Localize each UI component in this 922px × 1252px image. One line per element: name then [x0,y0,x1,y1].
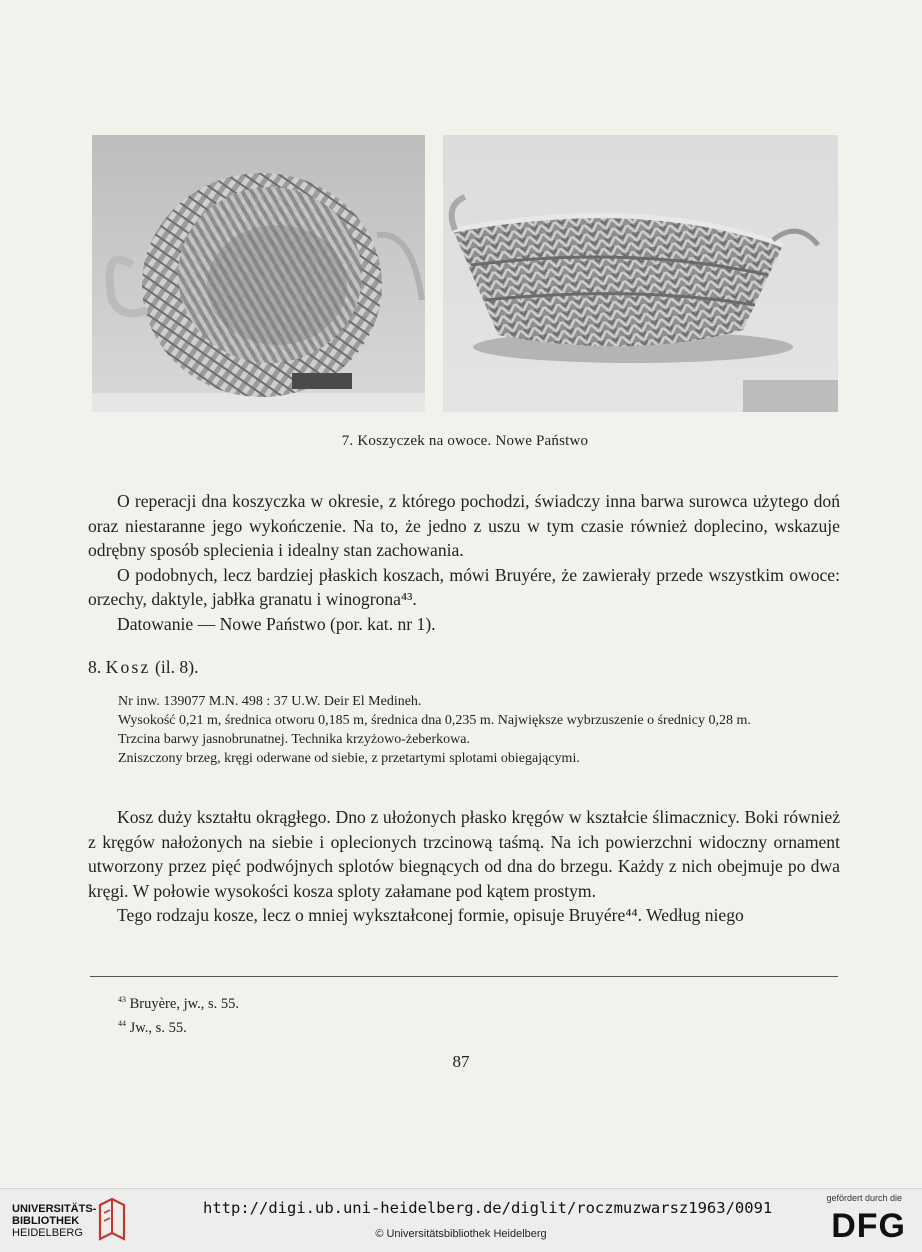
section-number: 8. [88,657,102,677]
footnote-divider [90,976,838,977]
basket-photo-left [92,135,425,412]
catalog-line: Nr inw. 139077 M.N. 498 : 37 U.W. Deir El Medineh. [118,694,422,709]
section-heading [88,657,198,678]
body-text-block-1 [88,489,840,636]
figure-caption: 7. Koszyczek na owoce. Nowe Państwo [341,433,589,449]
paragraph: Tego rodzaju kosze, lecz o mniej wykształconej formie, opisuje Bruyére⁴⁴. Według niego [117,905,744,925]
paragraph: Datowanie — Nowe Państwo (por. kat. nr 1). [117,613,436,634]
catalog-line: Wysokość 0,21 m, średnica otworu 0,185 m, średnica dna 0,235 m. Największe wybrzuszenie o średnicy 0,28 m. [118,713,751,728]
permalink-url[interactable]: http://digi.ub.uni-heidelberg.de/diglit/roczmuzwarsz1963/0091 [203,1199,773,1217]
paragraph: O podobnych, lecz bardziej płaskich koszach, mówi Bruyére, że zawierały przede wszystkim owoce: orzechy, daktyle, jabłka granatu i winogrona⁴³. [88,564,840,609]
library-name: UNIVERSITÄTS- BIBLIOTHEK HEIDELBERG [12,1203,97,1239]
footnote: $^{43}$ Bruyère, jw., s. 55. [118,995,240,1012]
basket-photo-right [443,135,838,412]
catalog-line: Trzcina barwy jasnobrunatnej. Technika krzyżowo-żeberkowa. [118,732,471,747]
footnote: $^{44}$ Jw., s. 55. [118,1018,187,1036]
viewer-footer [0,1188,922,1252]
copyright-notice: © Universitätsbibliothek Heidelberg [375,1228,547,1240]
funded-by-label: gefördert durch die [826,1193,902,1203]
catalog-line: Zniszczony brzeg, kręgi oderwane od siebie, z przetartymi splotami obiegającymi. [118,751,580,766]
paragraph: O reperacji dna koszyczka w okresie, z którego pochodzi, świadczy inna barwa surowca użytego doń oraz niestaranne jego wykończenie. Na to, że jedno z uszu w tym czasie również doplecino, wskazuje odrębny sposób splecienia i idealny stan zachowania. [88,491,840,560]
catalog-entry [118,692,840,768]
section-title: Kosz [105,657,151,677]
section-illustration-ref: (il. 8). [154,657,199,677]
dfg-logo[interactable]: DFG [831,1207,906,1245]
page-number: 87 [452,1052,470,1071]
paragraph: Kosz duży kształtu okrągłego. Dno z ułożonych płasko kręgów w kształcie ślimacznicy. Boki również z kręgów nałożonych na siebie i oplecionych trzcinową taśmą. Na ich powierzchni widoczny ornament utworzony przez pięć podwójnych splotów biegnących od dna do brzegu. Każdy z nich obejmuje po dwa kręgi. W połowie wysokości kosza sploty załamane pod kątem prostym. [88,807,840,901]
body-text-block-2 [88,805,840,928]
footnotes [118,990,239,1038]
